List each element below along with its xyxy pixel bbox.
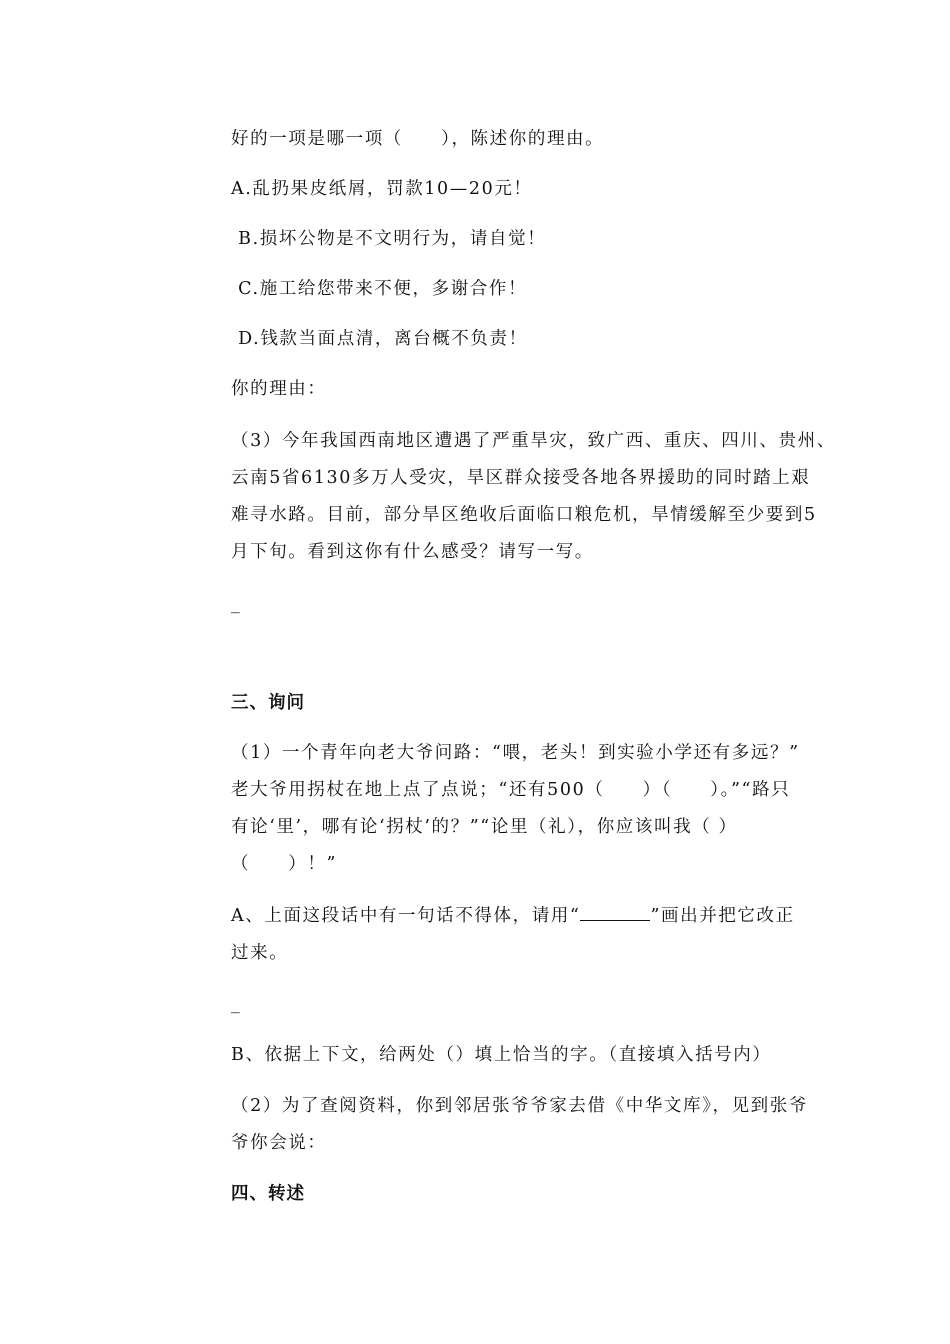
q3-line-4: 月下旬。看到这你有什么感受？请写一写。 (231, 542, 594, 562)
s3-part-a-line-2: 过来。 (231, 943, 289, 963)
option-c: C.施工给您带来不便，多谢合作！ (231, 279, 528, 299)
s3-part-a-answer-mark: _ (231, 994, 242, 1014)
s3-q1-line-1: （1）一个青年向老大爷问路：“喂，老头！到实验小学还有多远？” (231, 743, 800, 763)
s3-part-a-line-1 (231, 904, 831, 928)
s3-q1-line-2: 老大爷用拐杖在地上点了点说；“还有500（ ）（ ）。”“路只 (231, 780, 791, 800)
q3-line-2: 云南5省6130多万人受灾，旱区群众接受各地各界援助的同时踏上艰 (231, 468, 811, 488)
option-a: A.乱扔果皮纸屑，罚款10—20元！ (231, 179, 533, 199)
question-prompt-tail: 好的一项是哪一项（ ），陈述你的理由。 (231, 129, 605, 149)
underline-sample (580, 905, 650, 921)
s3-q2-line-2: 爷你会说： (231, 1133, 327, 1153)
reason-label: 你的理由： (231, 379, 327, 399)
s3-q1-line-4: （ ）！” (231, 854, 338, 874)
option-d: D.钱款当面点清，离台概不负责！ (231, 329, 528, 349)
section-4-heading: 四、转述 (231, 1184, 305, 1204)
s3-q1-line-3: 有论‘里’，哪有论‘拐杖’的？”“论里（礼），你应该叫我（ ） (231, 817, 738, 837)
s3-part-a-text-before: A、上面这段话中有一句话不得体，请用“ (231, 906, 581, 926)
q3-line-3: 难寻水路。目前，部分旱区绝收后面临口粮危机，旱情缓解至少要到5 (231, 505, 817, 525)
s3-q2-line-1: （2）为了查阅资料，你到邻居张爷爷家去借《中华文库》，见到张爷 (231, 1096, 808, 1116)
q3-line-1: （3）今年我国西南地区遭遇了严重旱灾，致广西、重庆、四川、贵州、 (231, 431, 836, 451)
q3-answer-mark: _ (231, 594, 242, 614)
s3-part-a-text-after: ”画出并把它改正 (650, 906, 795, 926)
section-3-heading: 三、询问 (231, 693, 305, 713)
option-b: B.损坏公物是不文明行为，请自觉！ (231, 229, 547, 249)
s3-part-b: B、依据上下文，给两处（）填上恰当的字。（直接填入括号内） (231, 1045, 772, 1065)
